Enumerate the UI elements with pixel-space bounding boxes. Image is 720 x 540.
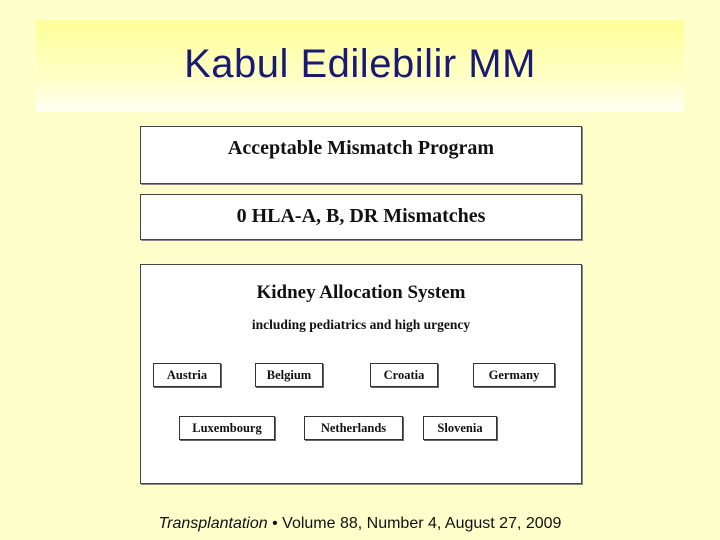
- country-belgium: Belgium: [255, 363, 323, 387]
- acceptable-mismatch-program-box: [140, 126, 582, 184]
- citation: [0, 515, 720, 533]
- country-luxembourg: Luxembourg: [179, 416, 275, 440]
- hla-mismatches-box: [140, 194, 582, 240]
- country-slovenia: Slovenia: [423, 416, 497, 440]
- country-germany: Germany: [473, 363, 555, 387]
- box2-label: 0 HLA-A, B, DR Mismatches: [236, 205, 486, 227]
- country-netherlands: Netherlands: [304, 416, 403, 440]
- kidney-allocation-system-box: [140, 264, 582, 484]
- title-band: [36, 20, 684, 112]
- country-austria: Austria: [153, 363, 221, 387]
- citation-journal: Transplantation: [158, 515, 268, 532]
- country-croatia: Croatia: [370, 363, 438, 387]
- box3-title: Kidney Allocation System: [256, 282, 466, 303]
- slide-title: Kabul Edilebilir MM: [184, 42, 536, 86]
- box1-label: Acceptable Mismatch Program: [227, 137, 495, 159]
- box3-subtitle: including pediatrics and high urgency: [251, 317, 471, 332]
- citation-details: • Volume 88, Number 4, August 27, 2009: [267, 515, 562, 532]
